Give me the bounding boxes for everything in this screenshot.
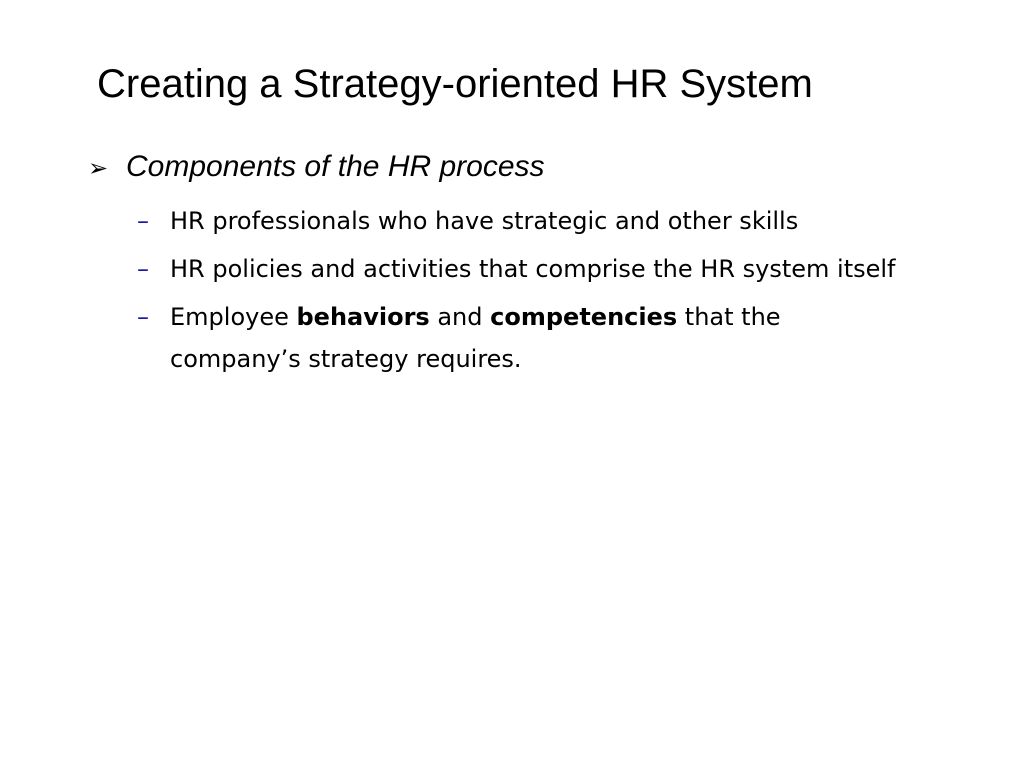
sub-bullet-text: HR professionals who have strategic and other skills (170, 207, 799, 235)
text-employee: Employee (170, 303, 297, 331)
sub-bullet-text: HR policies and activities that comprise the HR system itself (170, 255, 896, 283)
sub-bullet-hr-policies (137, 248, 897, 290)
dash-marker: – (137, 303, 149, 331)
sub-bullet-hr-professionals (137, 200, 897, 242)
dash-marker: – (137, 255, 149, 283)
slide-title: Creating a Strategy-oriented HR System (97, 62, 813, 106)
text-competencies-bold: competencies (490, 303, 678, 331)
sub-bullet-list (137, 200, 897, 386)
sub-bullet-text (170, 303, 781, 373)
dash-marker: – (137, 207, 149, 235)
bullet-components-text: Components of the HR process (126, 150, 545, 183)
text-behaviors-bold: behaviors (296, 303, 430, 331)
text-strategy-requires: that the company’s strategy requires. (170, 303, 781, 373)
sub-bullet-employee-behaviors (137, 296, 897, 380)
arrow-right-icon: ➢ (88, 155, 109, 182)
bullet-components (88, 145, 545, 191)
text-and: and (429, 303, 491, 331)
